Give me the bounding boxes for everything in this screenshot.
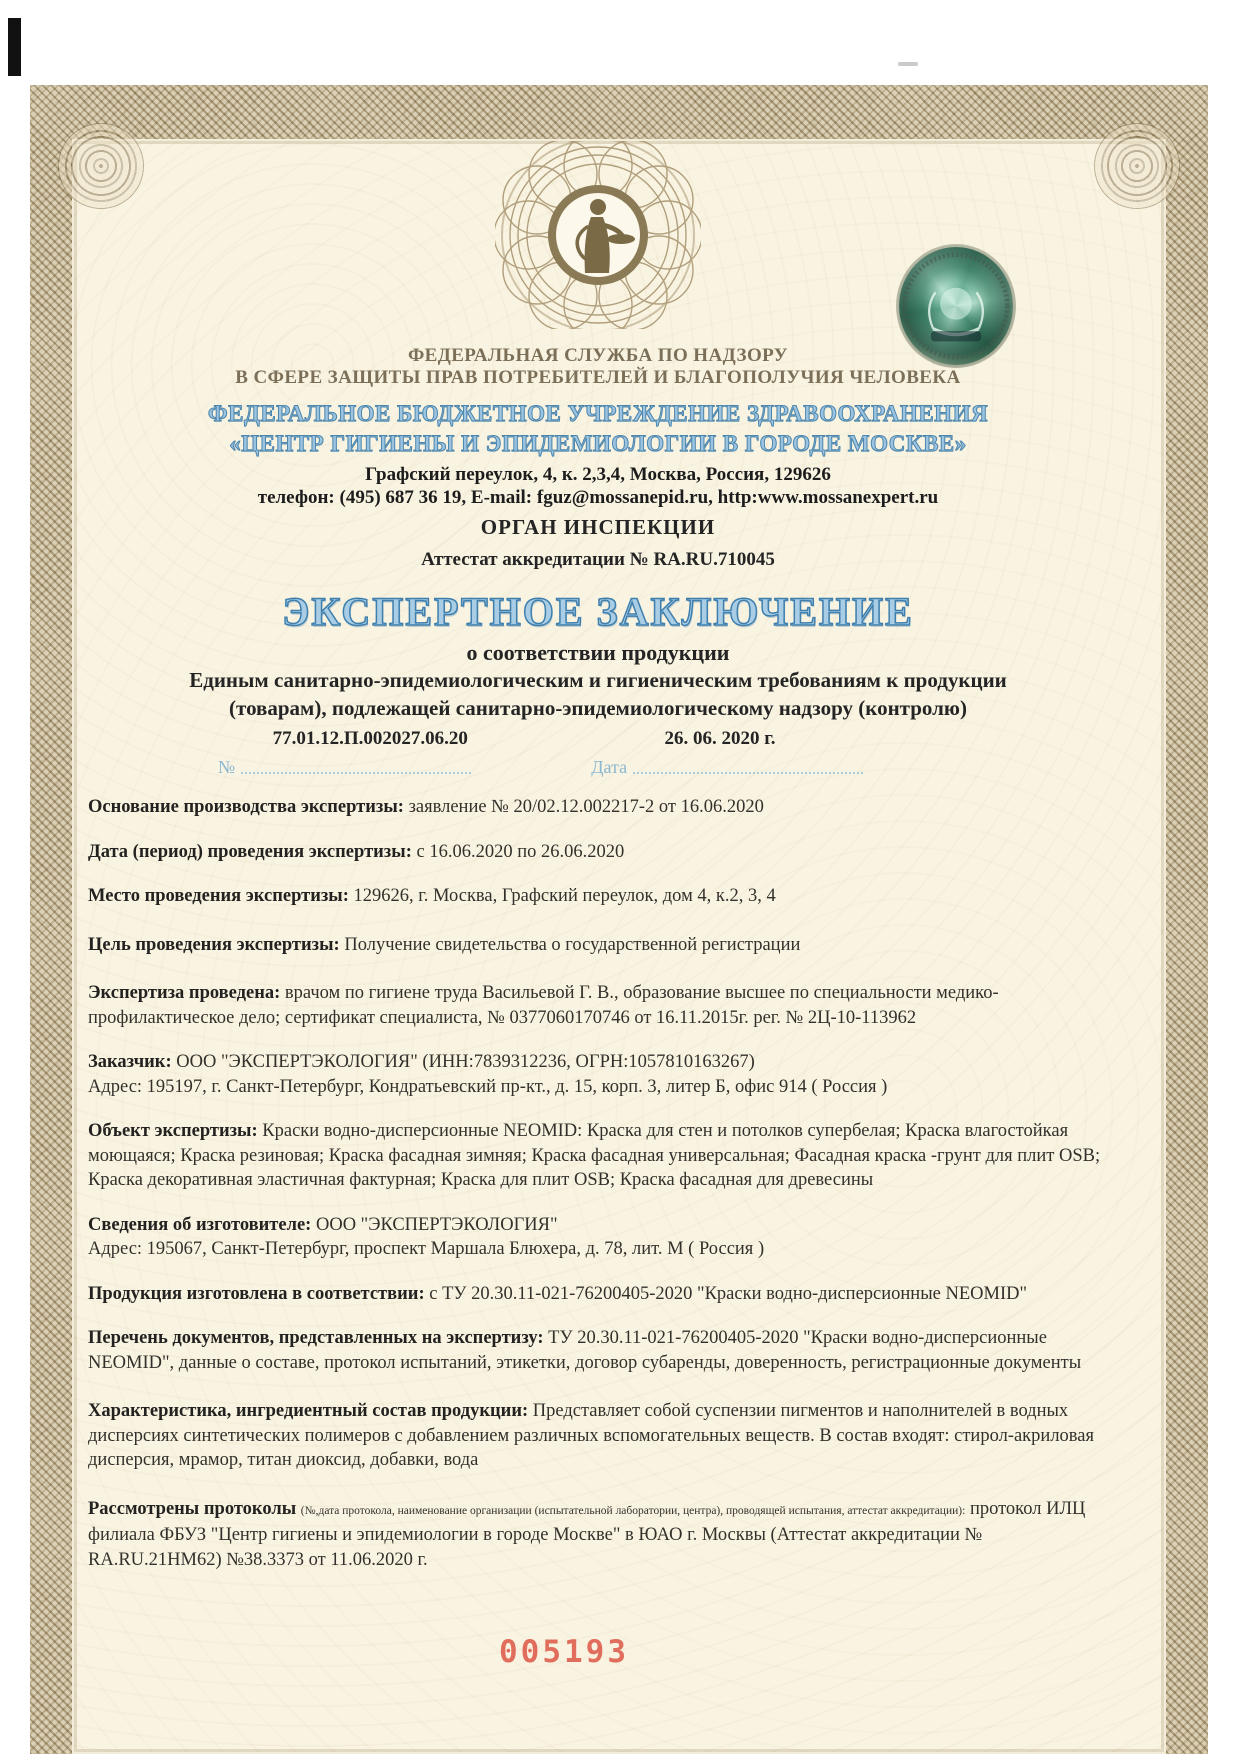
paragraph-place: Место проведения экспертизы: 129626, г. Москва, Графский переулок, дом 4, к.2, 3, 4 [88, 886, 776, 906]
scan-artifact-bar [8, 18, 21, 76]
date-label: Дата [591, 757, 628, 777]
paragraph-expert: Экспертиза проведена: врачом по гигиене труда Васильевой Г. В., образование высшее по специальности медико-профилактическое дело; сертификат специалиста, № 0377060170746 от 16.11.2015г. рег. № 2Ц-10-113962 [88, 983, 999, 1028]
paragraph-period: Дата (период) проведения экспертизы: с 16.06.2020 по 26.06.2020 [88, 841, 625, 862]
organization-address: Графский переулок, 4, к. 2,3,4, Москва, Россия, 129626 [365, 464, 831, 485]
certificate-body [72, 139, 1166, 1754]
organization-line1: ФЕДЕРАЛЬНОЕ БЮДЖЕТНОЕ УЧРЕЖДЕНИЕ ЗДРАВООХРАНЕНИЯ [207, 401, 989, 426]
paragraph-object: Объект экспертизы: Краски водно-дисперсионные NEOMID: Краска для стен и потолков супербелая; Краска влагостойкая моющаяся; Краска резиновая; Краска фасадная зимняя; Краска фасадная универсальная; Фасадная краска -грунт для плит OSB; Краска декоративная эластичная фактурная; Краска для плит OSB; Краска фасадная для древесины [88, 1121, 1101, 1190]
document-number: 77.01.12.П.002027.06.20 [272, 728, 468, 749]
paragraph-documents-list: Перечень документов, представленных на экспертизу: ТУ 20.30.11-021-76200405-2020 "Краски водно-дисперсионные NEOMID", данные о составе, протокол испытаний, этикетки, договор субаренды, доверенность, регистрационные документы [88, 1328, 1082, 1373]
document-body [88, 795, 1108, 1572]
hologram-seal-icon [899, 247, 1013, 365]
paragraph-produced-according: Продукция изготовлена в соответствии: с ТУ 20.30.11-021-76200405-2020 "Краски водно-дисперсионные NEOMID" [88, 1283, 1028, 1304]
document-title: ЭКСПЕРТНОЕ ЗАКЛЮЧЕНИЕ [282, 589, 914, 634]
paragraph-purpose: Цель проведения экспертизы: Получение свидетельства о государственной регистрации [88, 934, 801, 955]
document-subtitle-3: (товарам), подлежащей санитарно-эпидемиологическому надзору (контролю) [229, 696, 967, 720]
organization-line2: «ЦЕНТР ГИГИЕНЫ И ЭПИДЕМИОЛОГИИ В ГОРОДЕ МОСКВЕ» [229, 431, 967, 456]
paragraph-customer: Заказчик: ООО "ЭКСПЕРТЭКОЛОГИЯ" (ИНН:7839312236, ОГРН:1057810163267) Адрес: 195197, г. Санкт-Петербург, Кондратьевский пр-кт., д. 15, корп. 3, литер Б, офис 914 ( Россия ) [88, 1052, 888, 1097]
accreditation-certificate: Аттестат аккредитации № RA.RU.710045 [421, 549, 775, 570]
paragraph-protocols: Рассмотрены протоколы (№,дата протокола, наименование организации (испытательной лаборатории, центра), проводящей испытания, аттестат аккредитации): протокол ИЛЦ филиала ФБУЗ "Центр гигиены и эпидемиологии в городе Москве" в ЮАО г. Москвы (Аттестат аккредитации № RA.RU.21НМ62) №38.3373 от 11.06.2020 г. [88, 1498, 1086, 1570]
federal-service-line2: В СФЕРЕ ЗАЩИТЫ ПРАВ ПОТРЕБИТЕЛЕЙ И БЛАГОПОЛУЧИЯ ЧЕЛОВЕКА [235, 367, 961, 388]
federal-service-line1: ФЕДЕРАЛЬНАЯ СЛУЖБА ПО НАДЗОРУ [407, 345, 789, 366]
number-label: № [218, 757, 236, 777]
inspection-body-title: ОРГАН ИНСПЕКЦИИ [480, 515, 716, 539]
serial-number: 005193 [499, 1634, 629, 1670]
document-subtitle-1: о соответствии продукции [466, 640, 730, 665]
date-blank-line [633, 756, 863, 774]
paragraph-manufacturer: Сведения об изготовителе: ООО "ЭКСПЕРТЭКОЛОГИЯ" Адрес: 195067, Санкт-Петербург, проспект Маршала Блюхера, д. 78, лит. М ( Россия ) [88, 1214, 765, 1259]
scan-artifact-dash [898, 62, 918, 66]
certificate-guilloche-frame [30, 85, 1208, 1754]
hygieia-emblem-icon [495, 141, 701, 329]
paragraph-composition: Характеристика, ингредиентный состав продукции: Представляет собой суспензии пигментов и наполнителей в водных дисперсиях синтетических полимеров с добавлением различных вспомогательных веществ. В состав входят: стирол-акриловая дисперсия, мрамор, титан диоксид, добавки, вода [88, 1401, 1095, 1470]
document-subtitle-2: Единым санитарно-эпидемиологическим и гигиеническим требованиям к продукции [189, 668, 1007, 692]
organization-contacts: телефон: (495) 687 36 19, E-mail: fguz@mossanepid.ru, http:www.mossanexpert.ru [257, 487, 939, 508]
number-blank-line [241, 756, 471, 774]
paragraph-basis: Основание производства экспертизы: заявление № 20/02.12.002217-2 от 16.06.2020 [88, 797, 764, 817]
document-date: 26. 06. 2020 г. [664, 728, 776, 749]
